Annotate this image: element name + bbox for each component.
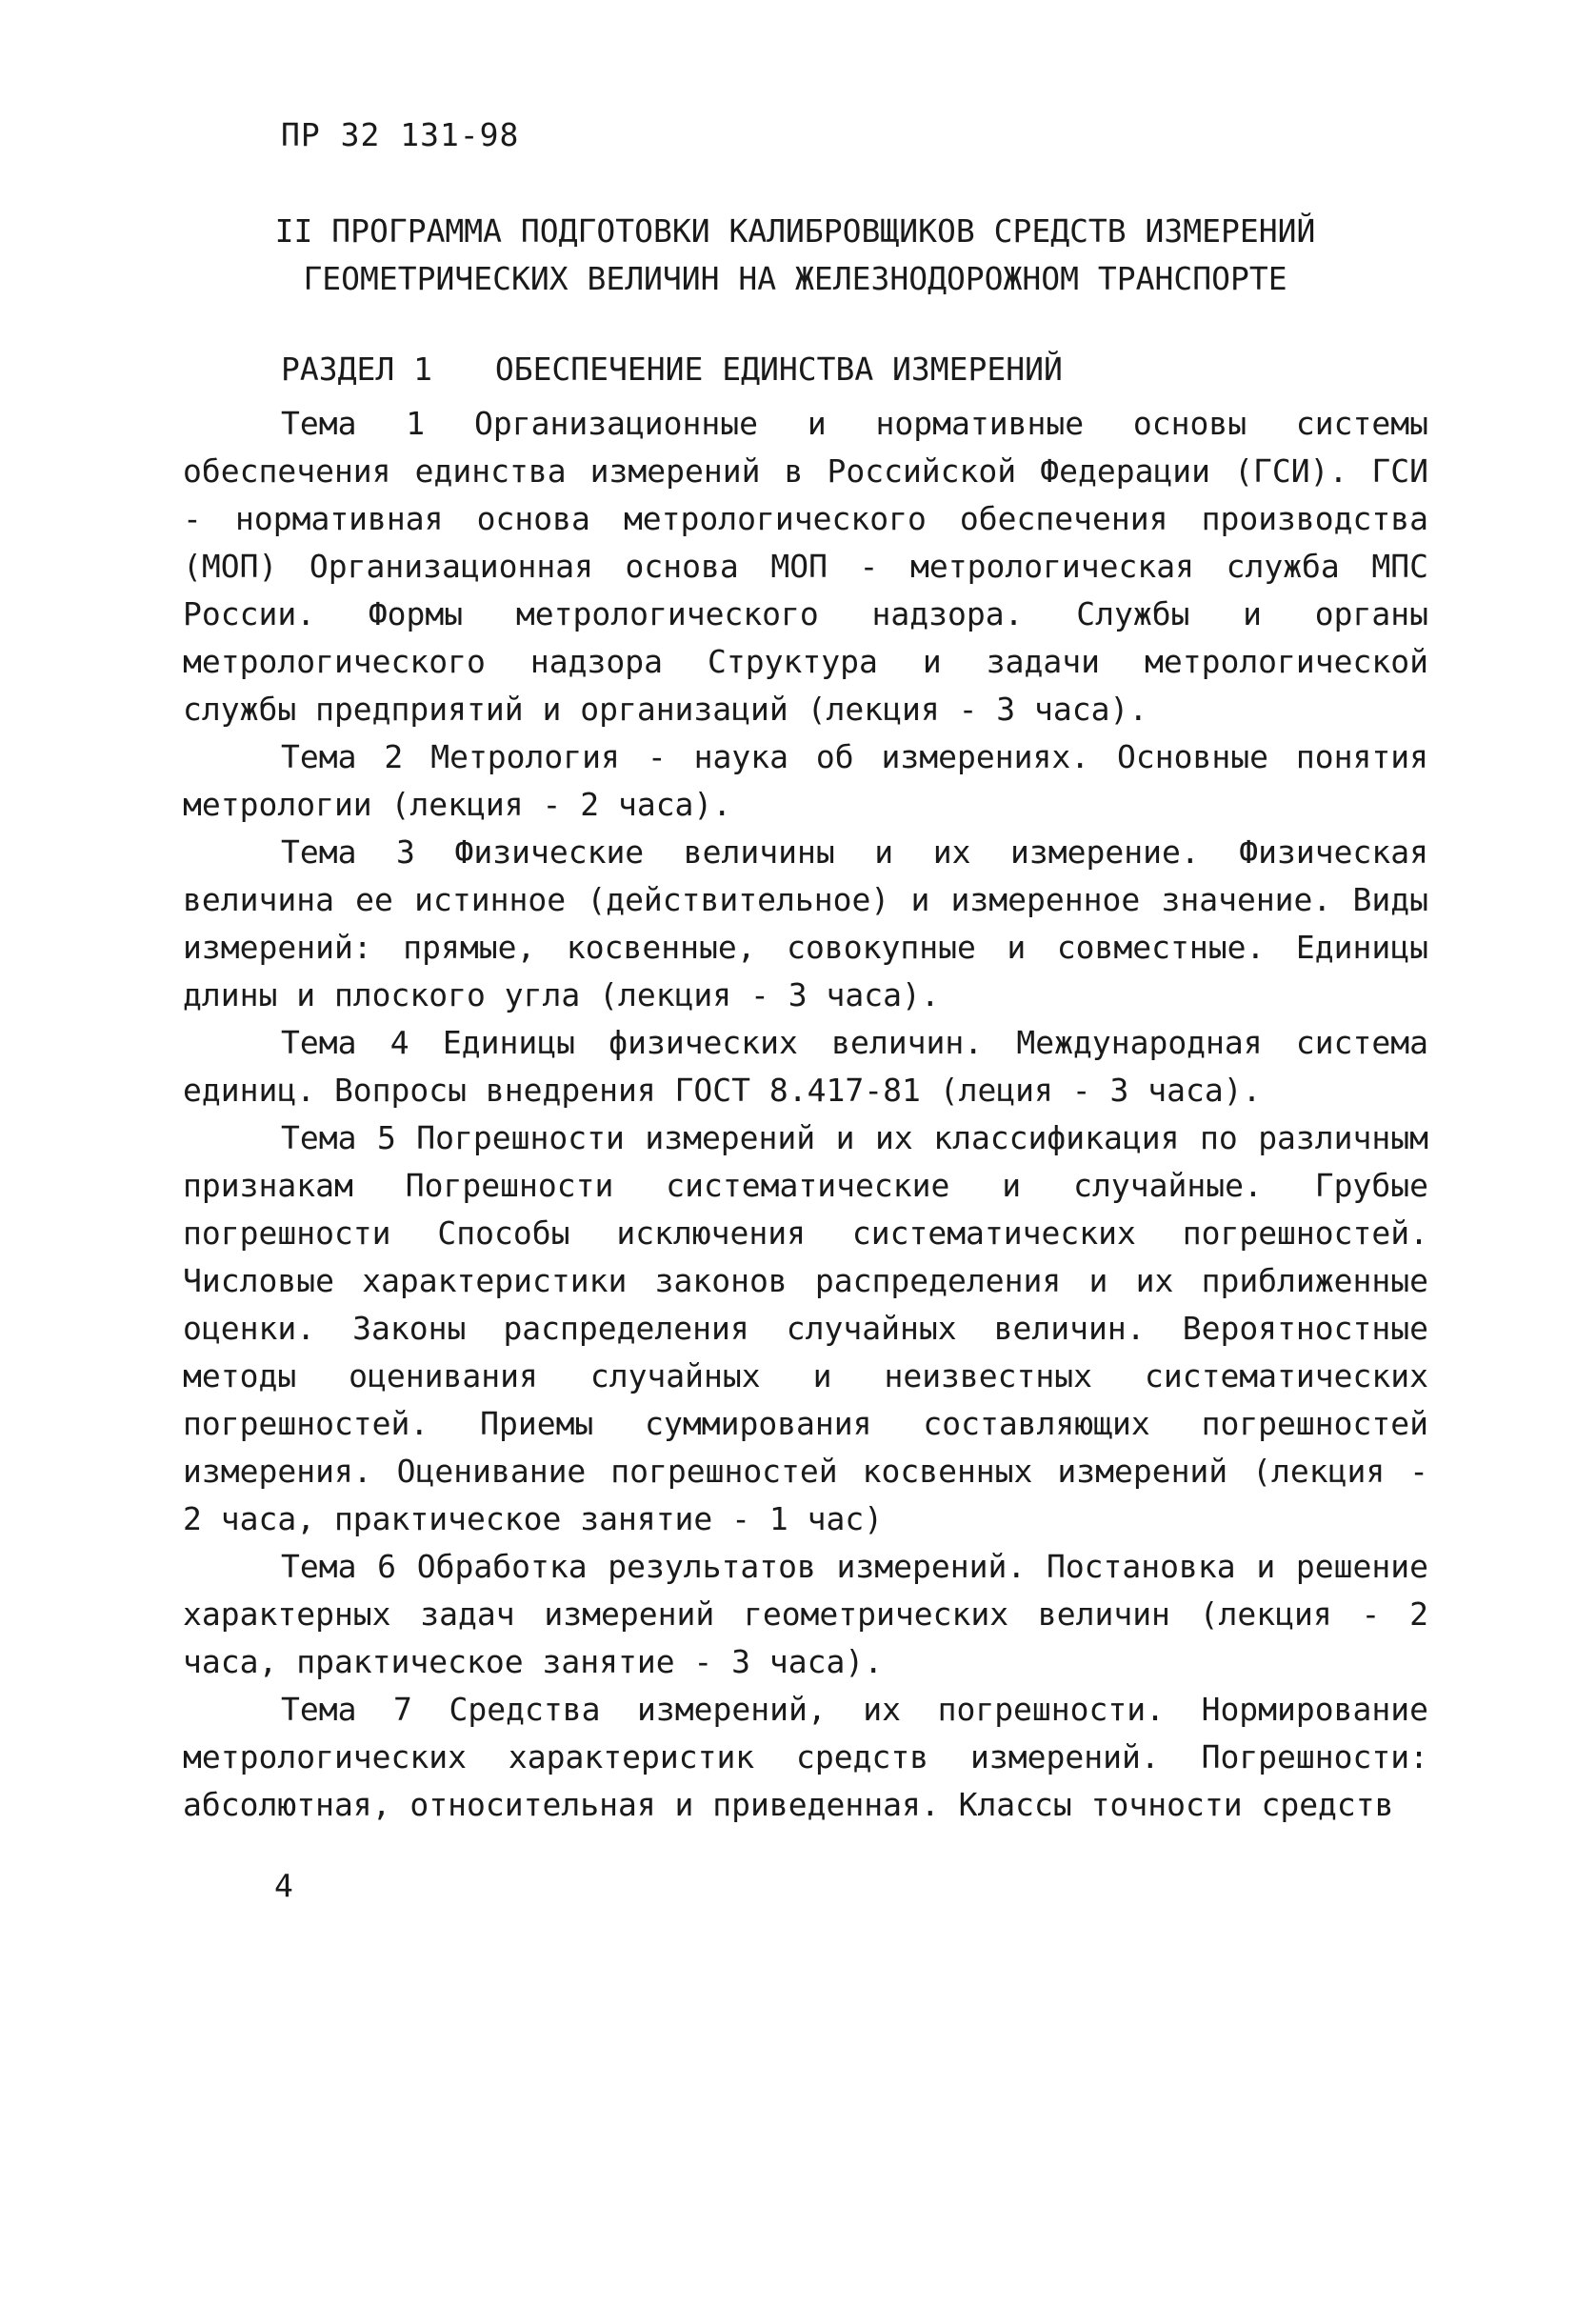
section-heading (281, 351, 1063, 388)
program-title-line-1: II ПРОГРАММА ПОДГОТОВКИ КАЛИБРОВЩИКОВ СРЕДСТВ ИЗМЕРЕНИЙ (274, 212, 1316, 250)
document-code: ПР 32 131-98 (281, 116, 520, 153)
document-body (183, 400, 1428, 1829)
program-title (171, 208, 1419, 303)
section-title: ОБЕСПЕЧЕНИЕ ЕДИНСТВА ИЗМЕРЕНИЙ (494, 351, 1063, 388)
page-number: 4 (274, 1867, 293, 1904)
section-label: РАЗДЕЛ 1 (281, 351, 432, 388)
topic-paragraph: Тема 6 Обработка результатов измерений. Постановка и решение характерных задач измерений геометрических величин (лекция - 2 часа, практическое занятие - 3 часа). (183, 1548, 1428, 1680)
topic-paragraph: Тема 5 Погрешности измерений и их классификация по различным признакам Погрешности систематические и случайные. Грубые погрешности Способы исключения систематических погрешностей. Числовые характеристики законов распределения и их приближенные оценки. Законы распределения случайных величин. Вероятностные методы оценивания случайных и неизвестных систематических погрешностей. Приемы суммирования составляющих погрешностей измерения. Оценивание погрешностей косвенных измерений (лекция - 2 часа, практическое занятие - 1 час) (183, 1119, 1428, 1537)
program-title-line-2: ГЕОМЕТРИЧЕСКИХ ВЕЛИЧИН НА ЖЕЛЕЗНОДОРОЖНОМ ТРАНСПОРТЕ (303, 260, 1287, 297)
topic-paragraph: Тема 7 Средства измерений, их погрешности. Нормирование метрологических характеристик средств измерений. Погрешности: абсолютная, относительная и приведенная. Классы точности средств (183, 1691, 1428, 1823)
topic-paragraph: Тема 1 Организационные и нормативные основы системы обеспечения единства измерений в Российской Федерации (ГСИ). ГСИ - нормативная основа метрологического обеспечения производства (МОП) Организационная основа МОП - метрологическая служба МПС России. Формы метрологического надзора. Службы и органы метрологического надзора Структура и задачи метрологической службы предприятий и организаций (лекция - 3 часа). (183, 405, 1428, 728)
topic-paragraph: Тема 2 Метрология - наука об измерениях. Основные понятия метрологии (лекция - 2 часа). (183, 738, 1428, 823)
topic-paragraph: Тема 3 Физические величины и их измерение. Физическая величина ее истинное (действительное) и измеренное значение. Виды измерений: прямые, косвенные, совокупные и совместные. Единицы длины и плоского угла (лекция - 3 часа). (183, 833, 1428, 1013)
topic-paragraph: Тема 4 Единицы физических величин. Международная система единиц. Вопросы внедрения ГОСТ 8.417-81 (леция - 3 часа). (183, 1024, 1428, 1109)
